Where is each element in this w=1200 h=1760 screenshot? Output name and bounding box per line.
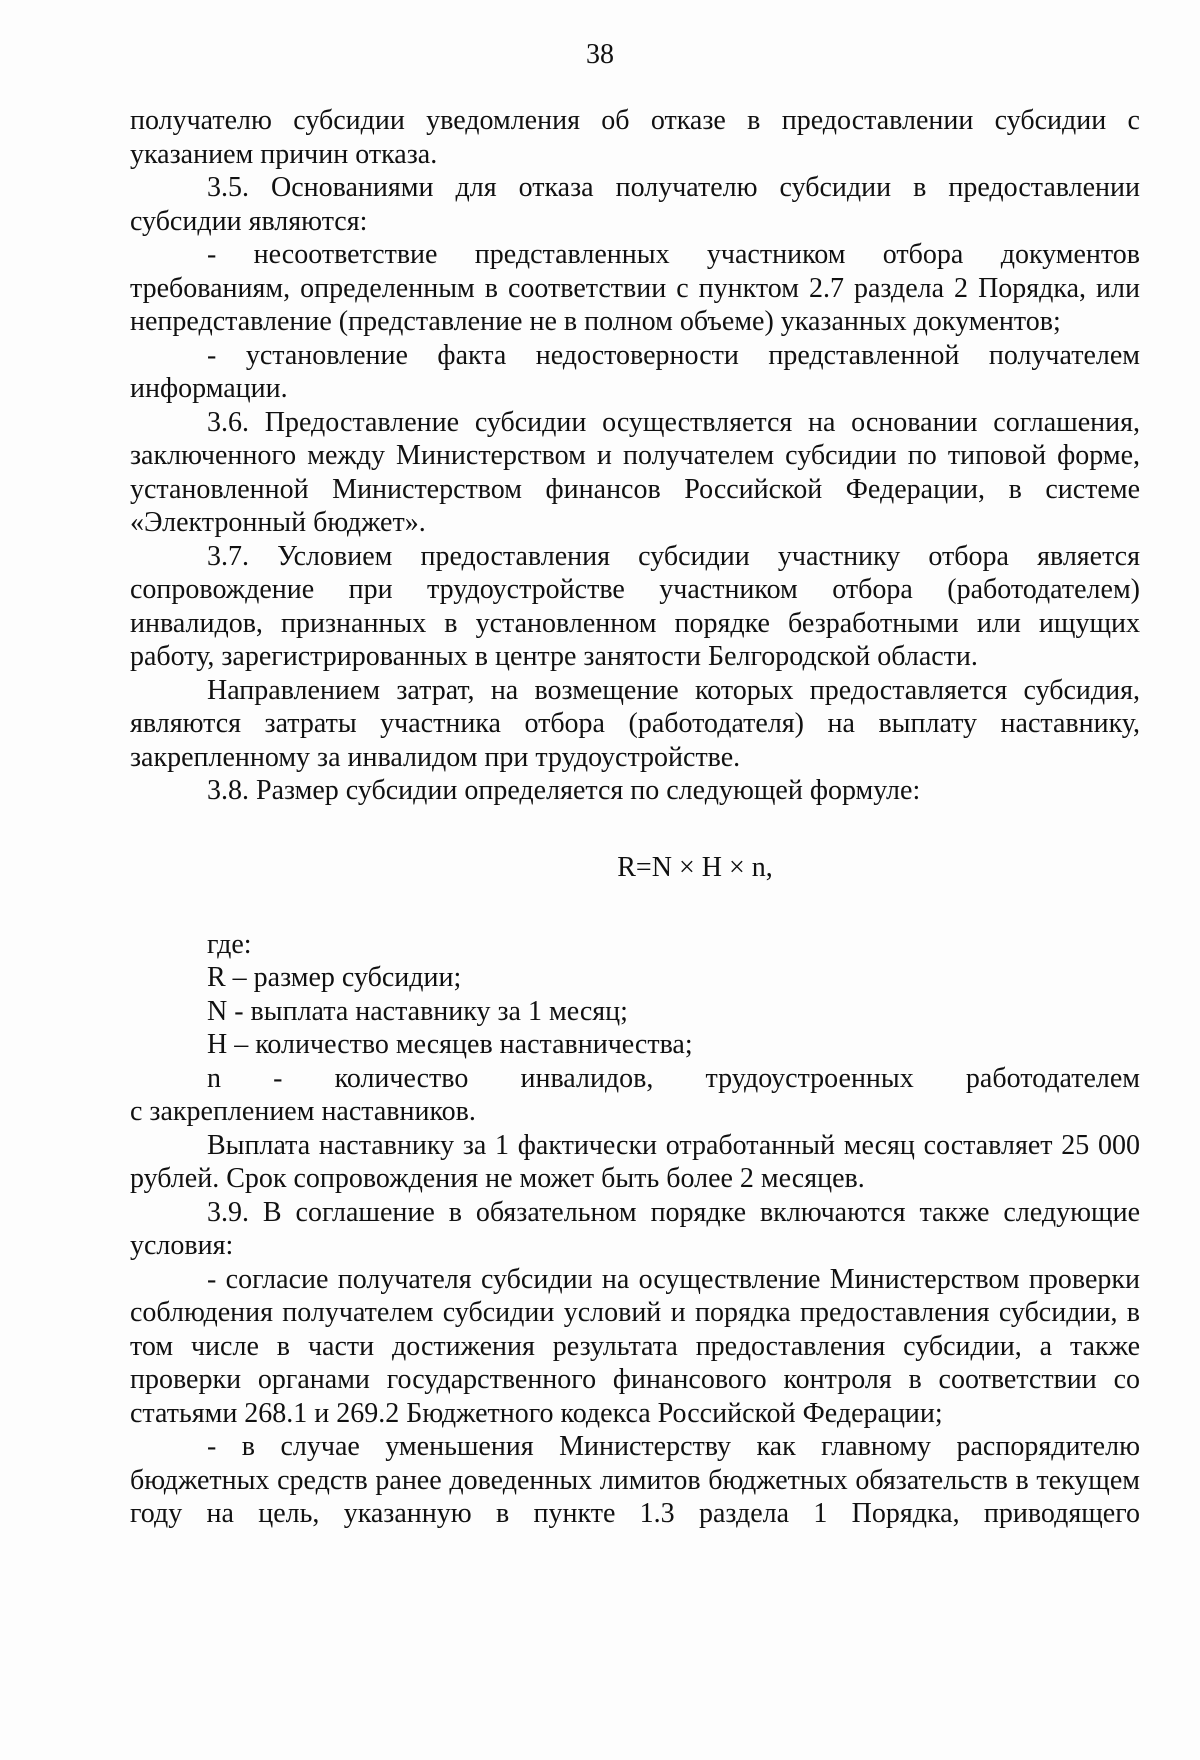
paragraph-3-5-item-1: - несоответствие представленных участником отбора документов требованиям, определенным в соответствии с пунктом 2.7 раздела 2 Порядка, или непредставление (представление не в полном объеме) указанных документов; [130,239,1140,337]
subsidy-formula: R=N × H × n, [617,851,773,883]
paragraph-3-9-item-1: - согласие получателя субсидии на осуществление Министерством проверки соблюдения получателем субсидии условий и порядка предоставления субсидии, в том числе в части достижения результата предоставления субсидии, а также проверки органами государственного финансового контроля в соответствии со статьями 268.1 и 269.2 Бюджетного кодекса Российской Федерации; [130,1263,1140,1429]
paragraph-3-7: 3.7. Условием предоставления субсидии участнику отбора является сопровождение при трудоустройстве участником отбора (работодателем) инвалидов, признанных в установленном порядке безработными или ищущих работу, зарегистрированных в центре занятости Белгородской области. [130,540,1140,672]
formula-def-n-lower-cont: с закреплением наставников. [130,1096,476,1127]
formula-where: где: [207,928,252,960]
paragraph-3-9: 3.9. В соглашение в обязательном порядке включаются также следующие условия: [130,1196,1140,1261]
formula-def-h: H – количество месяцев наставничества; [207,1029,693,1060]
paragraph-3-8: 3.8. Размер субсидии определяется по следующей формуле: [207,775,921,806]
formula-def-n-lower: n - количество инвалидов, трудоустроенных работодателем [207,1062,1140,1094]
page-number: 38 [586,39,614,70]
paragraph-3-7-costs: Направлением затрат, на возмещение которых предоставляется субсидия, являются затраты участника отбора (работодателя) на выплату наставнику, закрепленному за инвалидом при трудоустройстве. [130,674,1140,773]
paragraph-3-5: 3.5. Основаниями для отказа получателю субсидии в предоставлении субсидии являются: [130,172,1140,237]
formula-def-r: R – размер субсидии; [207,962,462,993]
paragraph-3-8-payment: Выплата наставнику за 1 фактически отработанный месяц составляет 25 000 рублей. Срок сопровождения не может быть более 2 месяцев. [130,1129,1140,1194]
paragraph-continuation: получателю субсидии уведомления об отказе в предоставлении субсидии с указанием причин отказа. [130,105,1140,170]
document-body [130,104,1140,1531]
paragraph-3-6: 3.6. Предоставление субсидии осуществляется на основании соглашения, заключенного между Министерством и получателем субсидии по типовой форме, установленной Министерством финансов Российской Федерации, в системе «Электронный бюджет». [130,406,1140,538]
formula-def-n-upper: N - выплата наставнику за 1 месяц; [207,995,628,1027]
paragraph-3-9-item-2: - в случае уменьшения Министерству как главному распорядителю бюджетных средств ранее доведенных лимитов бюджетных обязательств в текущем году на цель, указанную в пункте 1.3 раздела 1 Порядка, приводящего [130,1431,1140,1529]
paragraph-3-5-item-2: - установление факта недостоверности представленной получателем информации. [130,339,1140,404]
